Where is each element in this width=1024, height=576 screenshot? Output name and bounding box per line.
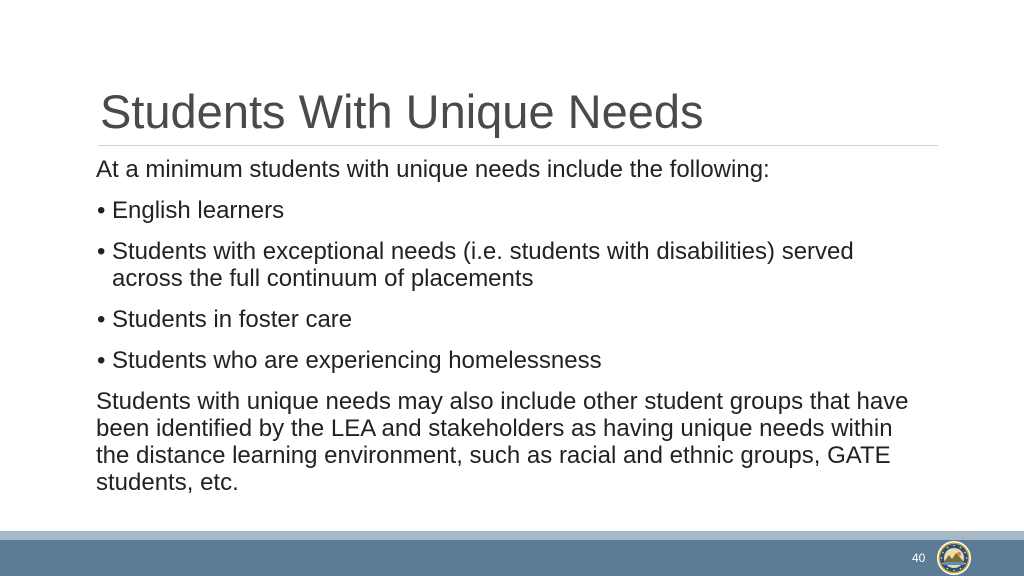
bullet-marker: • [97, 197, 106, 224]
intro-text: At a minimum students with unique needs include the following: [96, 156, 770, 183]
bullet-item [96, 306, 926, 333]
bullet-item [96, 347, 926, 374]
slide-title: Students With Unique Needs [100, 85, 704, 138]
bullet-list [96, 197, 926, 374]
footer-accent-strip [0, 531, 1024, 540]
closing-text: Students with unique needs may also include other student groups that have been identified by the LEA and stakeholders as having unique needs within the distance learning environment, such as racial and ethnic groups, GATE students, etc. [96, 388, 909, 496]
bullet-item [96, 197, 926, 224]
bullet-text: Students with exceptional needs (i.e. students with disabilities) served across the full continuum of placements [112, 238, 854, 292]
bullet-text: Students who are experiencing homelessness [112, 347, 602, 374]
slide-content [96, 156, 926, 496]
bullet-text: English learners [112, 197, 285, 224]
page-number: 40 [912, 551, 926, 565]
bullet-text: Students in foster care [112, 306, 353, 333]
title-divider [98, 145, 938, 146]
state-seal-icon [936, 540, 972, 576]
bullet-marker: • [97, 238, 106, 265]
bullet-marker: • [97, 306, 106, 333]
bullet-marker: • [97, 347, 106, 374]
footer-bar [0, 540, 1024, 576]
bullet-item [96, 238, 926, 292]
